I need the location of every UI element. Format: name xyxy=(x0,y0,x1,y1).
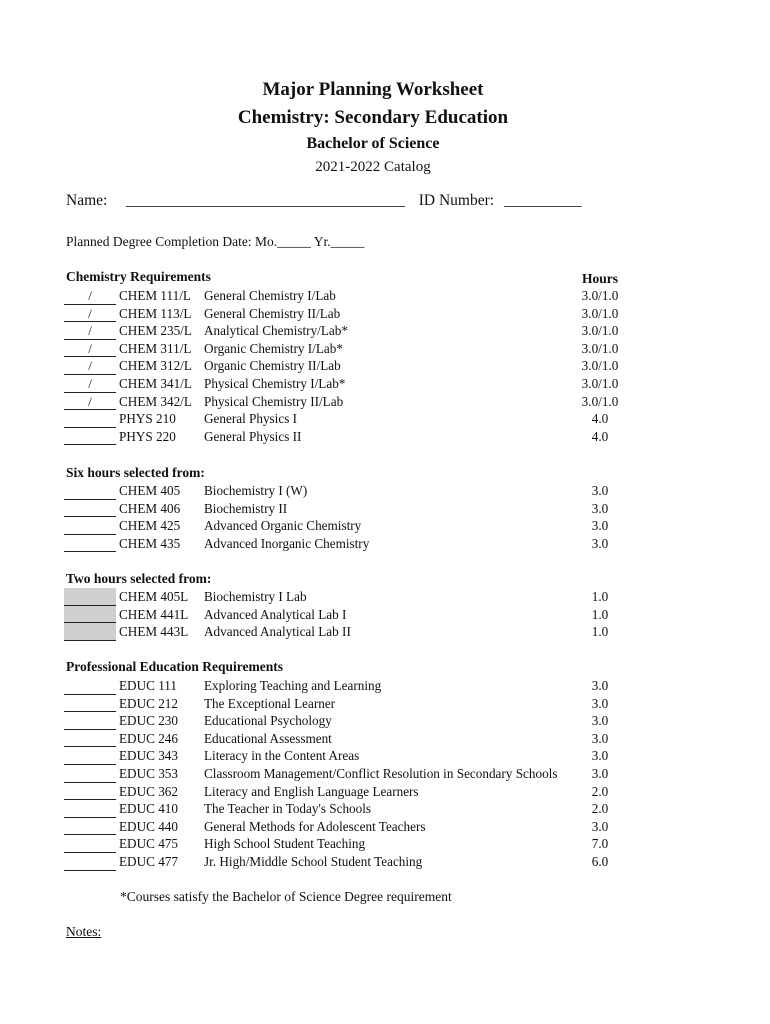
course-row xyxy=(64,677,664,695)
catalog-label: 2021-2022 Catalog xyxy=(315,159,431,175)
course-hours: 1.0 xyxy=(591,624,609,640)
course-name: Exploring Teaching and Learning xyxy=(204,678,382,693)
course-code: EDUC 230 xyxy=(119,713,178,729)
course-code: EDUC 362 xyxy=(119,783,178,799)
course-row xyxy=(64,623,664,641)
completion-checkbox-blank[interactable] xyxy=(64,783,116,801)
completion-checkbox-blank[interactable] xyxy=(64,623,116,641)
course-name: Advanced Analytical Lab I xyxy=(204,606,347,622)
course-code: CHEM 341/L xyxy=(119,376,192,391)
course-name: Biochemistry II xyxy=(204,500,288,516)
course-hours: 3.0/1.0 xyxy=(581,323,619,339)
course-row xyxy=(64,783,664,801)
course-row xyxy=(64,818,664,836)
course-hours: 3.0 xyxy=(591,766,609,781)
course-name: The Teacher in Today's Schools xyxy=(204,801,372,817)
six-hours-heading: Six hours selected from: xyxy=(66,465,205,480)
course-code: PHYS 220 xyxy=(119,428,176,444)
course-row xyxy=(64,287,664,305)
course-hours: 3.0 xyxy=(591,695,609,711)
completion-checkbox-blank[interactable]: / xyxy=(64,357,116,375)
course-code: CHEM 405 xyxy=(119,483,181,498)
course-row xyxy=(64,305,664,323)
course-name: Physical Chemistry I/Lab* xyxy=(204,376,346,391)
course-row xyxy=(64,428,664,446)
course-row xyxy=(64,730,664,748)
course-row xyxy=(64,517,664,535)
course-name: Advanced Organic Chemistry xyxy=(204,518,362,534)
course-code: CHEM 312/L xyxy=(119,358,192,374)
course-code: EDUC 353 xyxy=(119,766,178,781)
id-number-label: ID Number: xyxy=(418,192,495,209)
title-block xyxy=(0,76,746,178)
completion-checkbox-blank[interactable]: / xyxy=(64,305,116,323)
course-row xyxy=(64,606,664,624)
course-name: High School Student Teaching xyxy=(204,836,366,852)
completion-checkbox-blank[interactable] xyxy=(64,712,116,730)
program-subtitle: Chemistry: Secondary Education xyxy=(237,107,509,128)
course-row xyxy=(64,765,664,783)
course-row xyxy=(64,800,664,818)
completion-checkbox-blank[interactable] xyxy=(64,695,116,713)
course-hours: 3.0 xyxy=(591,818,609,834)
course-name: Analytical Chemistry/Lab* xyxy=(204,323,348,339)
course-code: CHEM 111/L xyxy=(119,288,191,303)
course-hours: 3.0 xyxy=(591,678,609,693)
course-name: Educational Psychology xyxy=(204,713,332,729)
course-row xyxy=(64,393,664,411)
name-blank-field[interactable]: ____________________________________ xyxy=(125,192,405,209)
professional-education-heading: Professional Education Requirements xyxy=(66,659,284,674)
course-hours: 1.0 xyxy=(591,589,609,604)
course-hours: 2.0 xyxy=(591,783,609,799)
completion-checkbox-blank[interactable] xyxy=(64,500,116,518)
course-hours: 3.0/1.0 xyxy=(581,393,619,409)
completion-checkbox-blank[interactable] xyxy=(64,835,116,853)
course-hours: 3.0/1.0 xyxy=(581,376,619,391)
completion-checkbox-blank[interactable] xyxy=(64,853,116,871)
course-name: The Exceptional Learner xyxy=(204,695,336,711)
course-row xyxy=(64,835,664,853)
completion-checkbox-blank[interactable]: / xyxy=(64,393,116,411)
course-name: Classroom Management/Conflict Resolution in Secondary Schools xyxy=(204,766,558,781)
course-code: PHYS 210 xyxy=(119,411,176,427)
course-row xyxy=(64,410,664,428)
completion-checkbox-blank[interactable] xyxy=(64,747,116,765)
course-name: Literacy and English Language Learners xyxy=(204,783,419,799)
completion-checkbox-blank[interactable] xyxy=(64,800,116,818)
completion-checkbox-blank[interactable] xyxy=(64,677,116,695)
completion-checkbox-blank[interactable]: / xyxy=(64,322,116,340)
course-row xyxy=(64,482,664,500)
course-name: Organic Chemistry II/Lab xyxy=(204,358,341,374)
course-row xyxy=(64,375,664,393)
course-hours: 4.0 xyxy=(591,428,609,444)
completion-checkbox-blank[interactable] xyxy=(64,818,116,836)
course-code: EDUC 343 xyxy=(119,748,178,764)
course-hours: 7.0 xyxy=(591,836,609,852)
course-code: CHEM 405L xyxy=(119,589,189,604)
course-code: EDUC 246 xyxy=(119,730,178,746)
two-hours-heading: Two hours selected from: xyxy=(66,571,212,586)
course-code: CHEM 342/L xyxy=(119,393,192,409)
course-name: General Methods for Adolescent Teachers xyxy=(204,818,426,834)
course-hours: 2.0 xyxy=(591,801,609,817)
name-label: Name: xyxy=(66,192,108,209)
completion-checkbox-blank[interactable] xyxy=(64,482,116,500)
course-hours: 3.0/1.0 xyxy=(581,288,619,303)
completion-checkbox-blank[interactable]: / xyxy=(64,375,116,393)
course-code: EDUC 477 xyxy=(119,854,178,869)
course-hours: 3.0 xyxy=(591,748,609,764)
course-name: General Physics II xyxy=(204,428,302,444)
course-row xyxy=(64,695,664,713)
course-row xyxy=(64,322,664,340)
course-name: Jr. High/Middle School Student Teaching xyxy=(204,854,423,869)
course-code: EDUC 475 xyxy=(119,836,178,852)
completion-checkbox-blank[interactable]: / xyxy=(64,287,116,305)
course-code: CHEM 435 xyxy=(119,535,181,551)
course-name: Educational Assessment xyxy=(204,730,332,746)
course-name: General Chemistry I/Lab xyxy=(204,288,336,303)
course-hours: 3.0 xyxy=(591,483,609,498)
course-name: General Physics I xyxy=(204,411,298,427)
completion-checkbox-blank[interactable]: / xyxy=(64,340,116,358)
completion-checkbox-blank[interactable] xyxy=(64,517,116,535)
course-code: CHEM 425 xyxy=(119,518,181,534)
course-name: Biochemistry I Lab xyxy=(204,589,307,604)
completion-checkbox-blank[interactable] xyxy=(64,606,116,624)
completion-checkbox-blank[interactable] xyxy=(64,588,116,606)
hours-column-heading: Hours xyxy=(581,271,618,286)
course-code: CHEM 441L xyxy=(119,606,189,622)
course-row xyxy=(64,500,664,518)
course-row xyxy=(64,712,664,730)
footnote: *Courses satisfy the Bachelor of Science Degree requirement xyxy=(120,889,452,904)
course-row xyxy=(64,747,664,765)
course-code: CHEM 406 xyxy=(119,500,181,516)
course-hours: 3.0 xyxy=(591,730,609,746)
course-name: General Chemistry II/Lab xyxy=(204,305,341,321)
course-name: Literacy in the Content Areas xyxy=(204,748,360,764)
course-code: EDUC 410 xyxy=(119,801,178,817)
course-name: Organic Chemistry I/Lab* xyxy=(204,340,343,356)
completion-checkbox-blank[interactable] xyxy=(64,410,116,428)
course-row xyxy=(64,853,664,871)
course-name: Advanced Inorganic Chemistry xyxy=(204,535,370,551)
course-row xyxy=(64,340,664,358)
course-hours: 3.0/1.0 xyxy=(581,340,619,356)
course-code: EDUC 440 xyxy=(119,818,178,834)
course-hours: 3.0 xyxy=(591,500,609,516)
course-row xyxy=(64,535,664,553)
course-code: CHEM 235/L xyxy=(119,323,192,339)
course-hours: 3.0/1.0 xyxy=(581,358,619,374)
course-code: CHEM 443L xyxy=(119,624,189,640)
course-name: Advanced Analytical Lab II xyxy=(204,624,351,640)
id-number-blank-field[interactable]: __________ xyxy=(503,192,582,209)
course-hours: 6.0 xyxy=(591,854,609,869)
course-name: Physical Chemistry II/Lab xyxy=(204,393,344,409)
course-row xyxy=(64,357,664,375)
name-row xyxy=(66,192,581,210)
course-hours: 3.0/1.0 xyxy=(581,305,619,321)
completion-checkbox-blank[interactable] xyxy=(64,428,116,446)
completion-checkbox-blank[interactable] xyxy=(64,730,116,748)
course-row xyxy=(64,588,664,606)
course-hours: 1.0 xyxy=(591,606,609,622)
course-hours: 3.0 xyxy=(591,713,609,729)
completion-checkbox-blank[interactable] xyxy=(64,535,116,553)
course-code: EDUC 111 xyxy=(119,678,177,693)
course-code: CHEM 113/L xyxy=(119,305,192,321)
completion-date-row[interactable]: Planned Degree Completion Date: Mo._____ Yr._____ xyxy=(66,234,365,249)
notes-label: Notes: xyxy=(66,924,102,939)
chemistry-requirements-heading: Chemistry Requirements xyxy=(66,269,211,284)
completion-checkbox-blank[interactable] xyxy=(64,765,116,783)
course-code: CHEM 311/L xyxy=(119,340,192,356)
course-code: EDUC 212 xyxy=(119,695,178,711)
page-title: Major Planning Worksheet xyxy=(262,79,484,100)
course-hours: 4.0 xyxy=(591,411,609,427)
course-name: Biochemistry I (W) xyxy=(204,483,308,498)
degree-label: Bachelor of Science xyxy=(306,135,440,152)
course-hours: 3.0 xyxy=(591,518,609,534)
course-hours: 3.0 xyxy=(591,535,609,551)
